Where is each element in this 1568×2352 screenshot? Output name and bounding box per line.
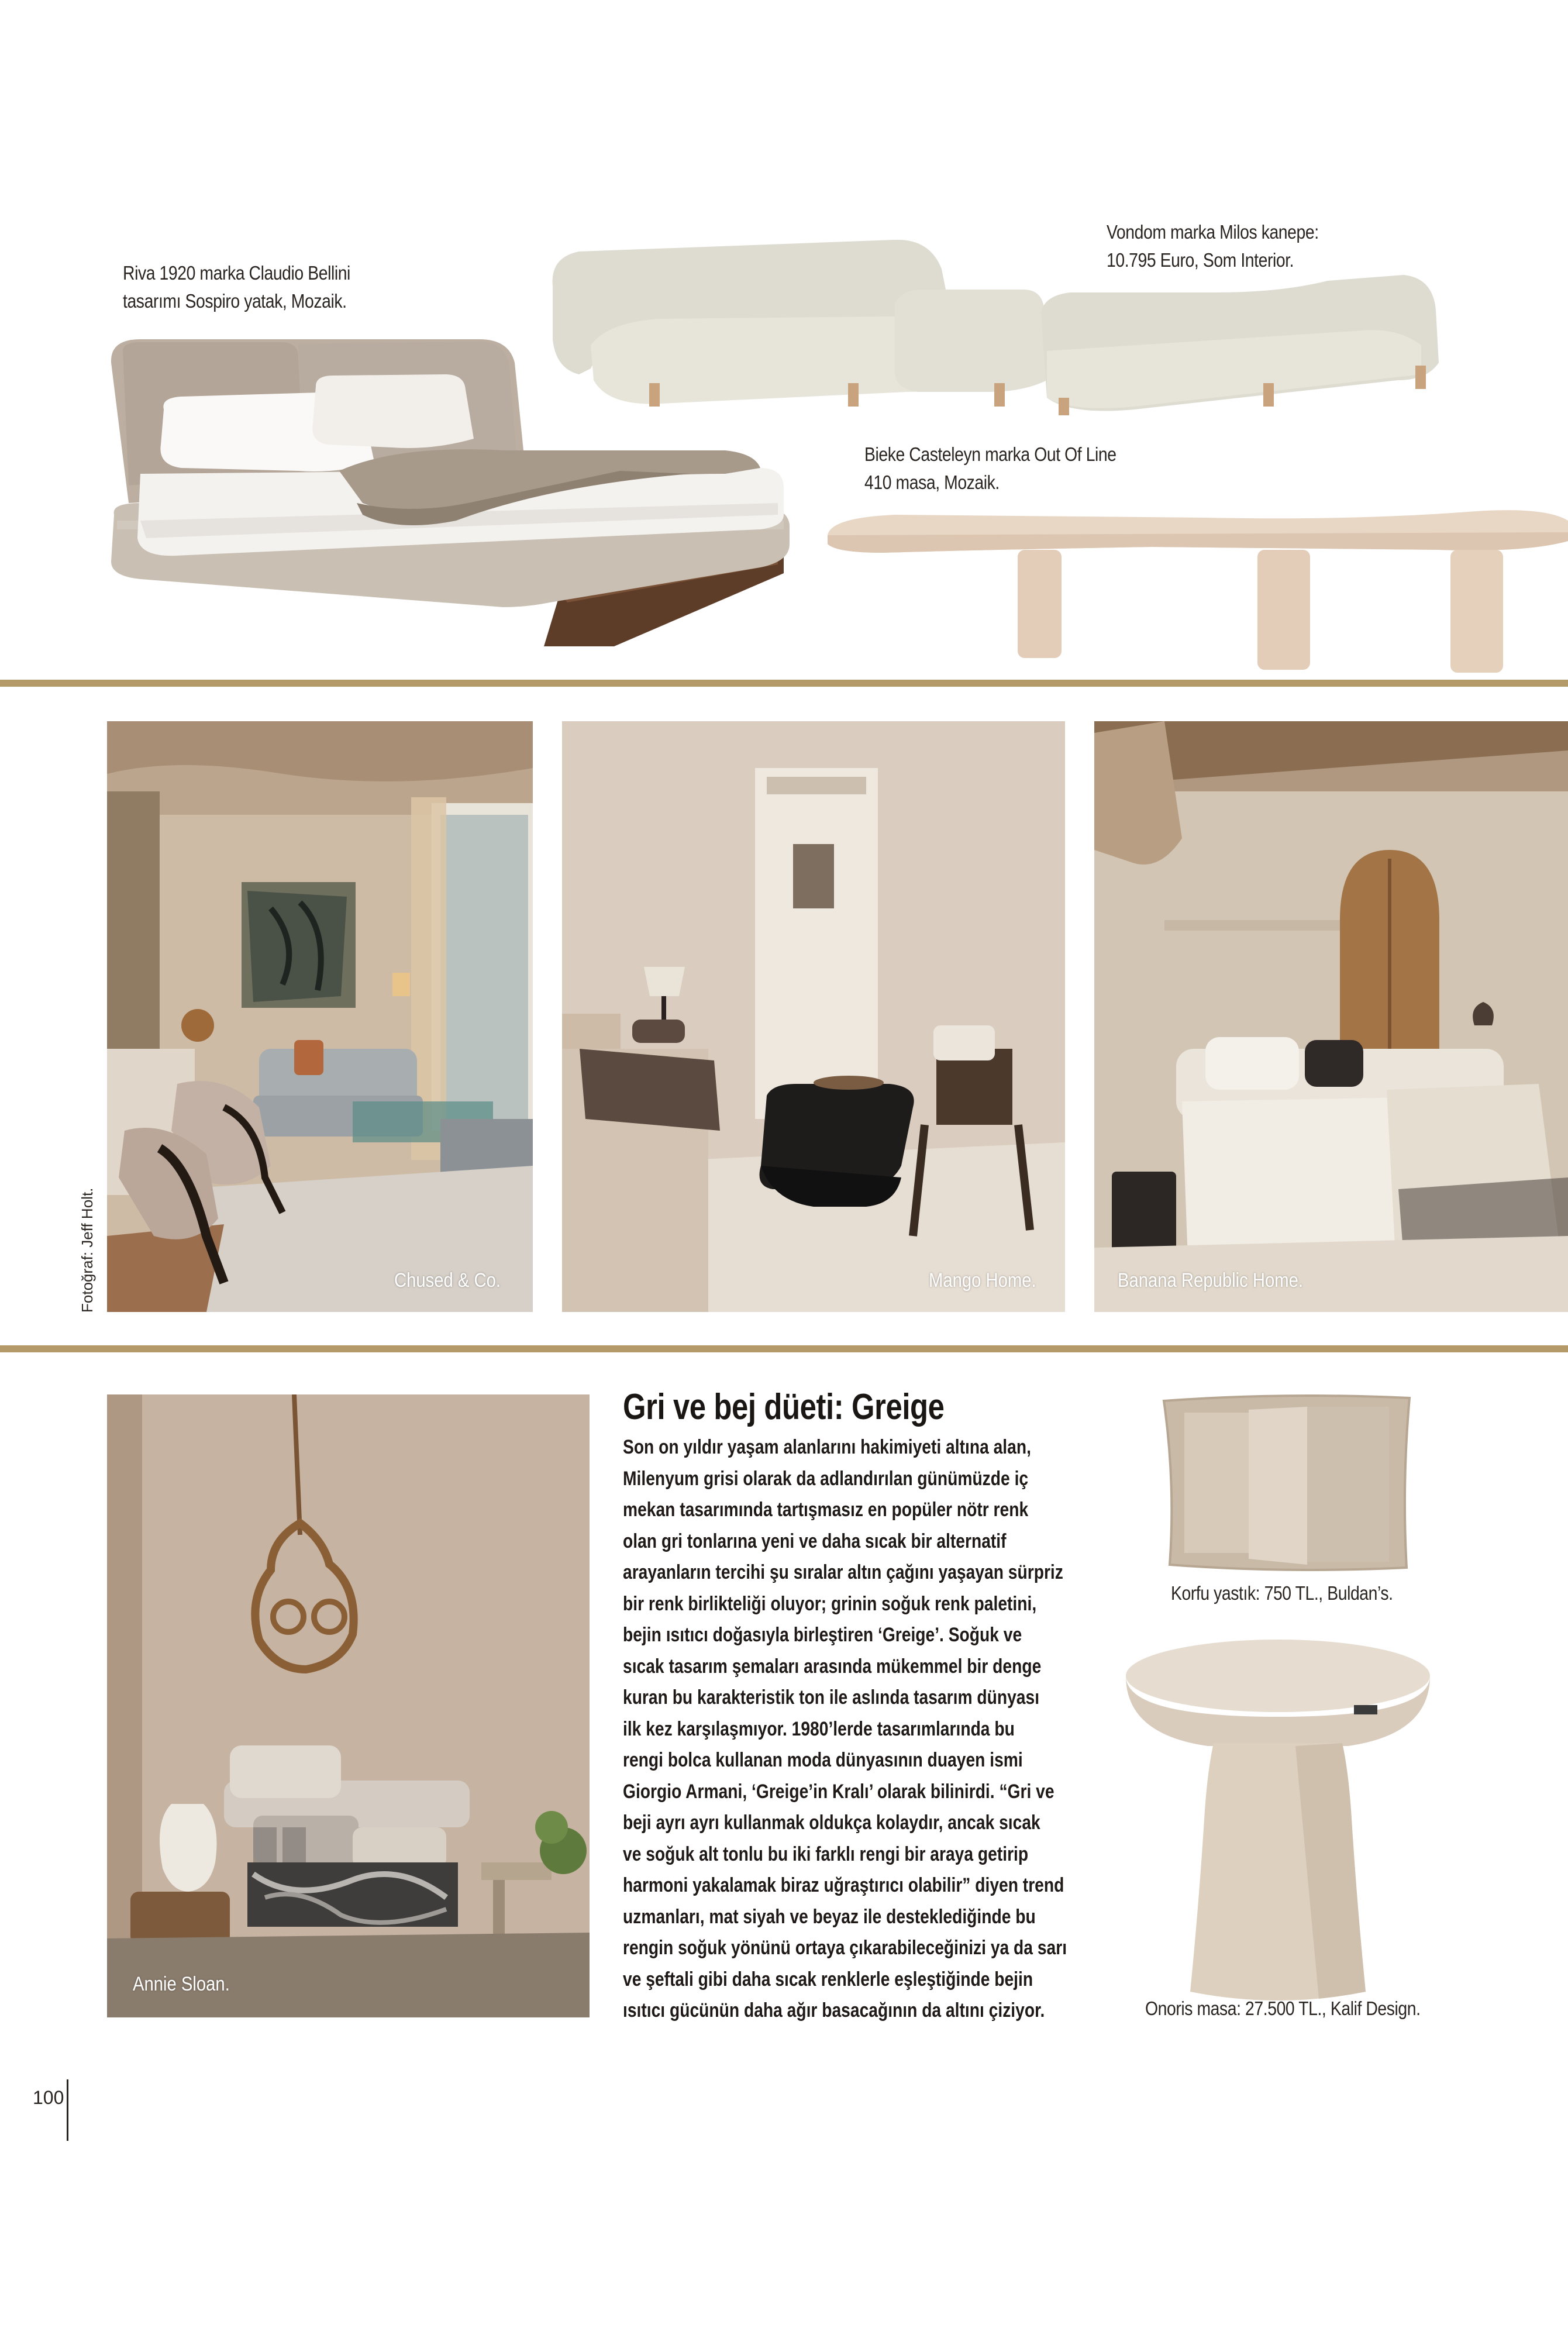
credit-chused: Chused & Co. [394, 1269, 501, 1292]
pillow-caption: Korfu yastık: 750 TL., Buldan’s. [1171, 1582, 1393, 1604]
credit-mango: Mango Home. [929, 1269, 1036, 1292]
divider-top [0, 680, 1568, 687]
sofa-caption: Vondom marka Milos kanepe: 10.795 Euro, Som Interior. [1107, 221, 1319, 271]
table-caption: Bieke Casteleyn marka Out Of Line 410 masa, Mozaik. [864, 443, 1116, 493]
photo-minimal-room [562, 721, 1065, 1312]
photo-reading-nook [107, 1394, 590, 2017]
photographer-credit: Fotoğraf: Jeff Holt. [78, 1187, 96, 1313]
photo-living-room [107, 721, 533, 1312]
divider-middle [0, 1345, 1568, 1352]
page-number-bar [67, 2079, 68, 2141]
article-body: Son on yıldır yaşam alanlarını hakimiyeti altına alan, Milenyum grisi olarak da adlandırılan günümüzde iç mekan tasarımında tartışmasız en popüler nötr renk olan gri tonlarına yeni ve daha sıcak bir alternatif arayanların tercihi şu sıralar altın çağını yaşayan sürpriz bir renk birlikteliği oluyor; grinin soğuk renk paletini, bejin ısıtıcı doğasıyla birleştiren ‘Greige’. Soğuk ve sıcak tasarım şemaları arasında mükemmel bir denge kuran bu karakteristik ton ile aslında tasarım dünyası ilk kez karşılaşmıyor. 1980’lerde tasarımlarında bu rengi bolca kullanan moda dünyasının duayen ismi Giorgio Armani, ‘Greige’in Kralı’ olarak bilinirdi. “Gri ve beji ayrı ayrı kullanmak oldukça kolaydır, ancak sıcak ve soğuk alt tonlu bu iki farklı rengi bir araya getirip harmoni yakalamak biraz uğraştırıcı olabilir” diyen trend uzmanları, mat siyah ve beyaz ile desteklediğinde bu rengin soğuk yönünü ortaya çıkarabileceğinizi ya da sarı ve şeftali gibi daha sıcak renklerle eşleştiğinde bejin ısıtıcı gücünün daha ağır basacağının da altını çiziyor. [623, 1436, 1067, 2022]
pillow-product-image [1161, 1389, 1412, 1576]
bed-caption: Riva 1920 marka Claudio Bellini tasarımı Sospiro yatak, Mozaik. [123, 262, 350, 312]
side-table-caption: Onoris masa: 27.500 TL., Kalif Design. [1145, 1998, 1421, 2019]
table-product-image [825, 503, 1568, 679]
side-table-product-image [1120, 1635, 1436, 2009]
article-title: Gri ve bej düeti: Greige [623, 1387, 945, 1427]
sofa-product-image [544, 234, 1445, 450]
page-number: 100 [33, 2087, 64, 2108]
photo-bedroom [1094, 721, 1568, 1312]
credit-banana-republic: Banana Republic Home. [1118, 1269, 1303, 1292]
credit-annie-sloan: Annie Sloan. [133, 1973, 230, 1995]
